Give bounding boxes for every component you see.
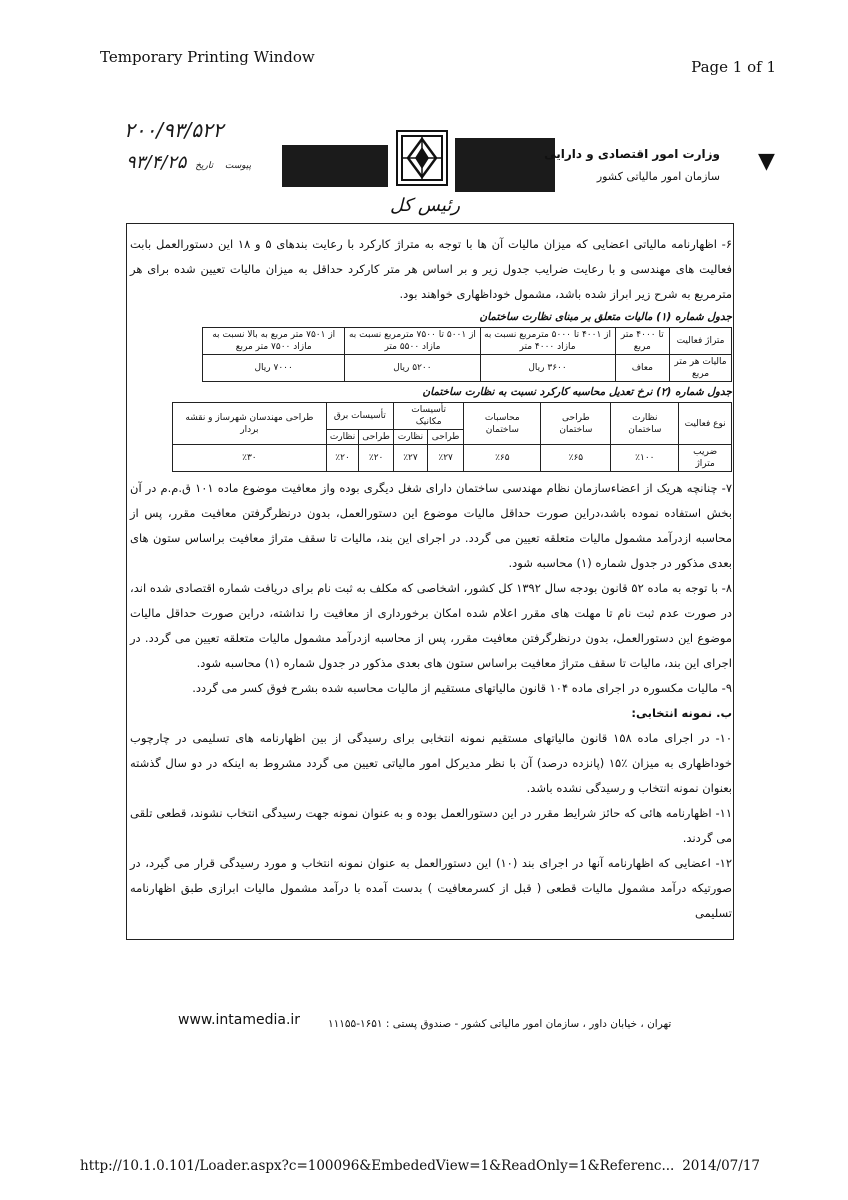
window-title: Temporary Printing Window <box>100 48 315 66</box>
paragraph-12: ۱۲- اعضایی که اظهارنامه آنها در اجرای بند (۱۰) این دستورالعمل به عنوان نمونه انتخاب و مورد رسیدگی قرار می گیرد، در صورتیکه درآمد مشمول مالیات قطعی ( قبل از کسرمعافیت ) بدست آمده با درآمد مشمول مالیات ابرازی طبق اظهارنامه تسلیمی <box>130 856 732 920</box>
table1-caption: جدول شماره (۱) مالیات متعلق بر مبنای نظارت ساختمان <box>479 311 732 323</box>
footer-date: 2014/07/17 <box>682 1158 760 1174</box>
paragraph-10: ۱۰- در اجرای ماده ۱۵۸ قانون مالیاتهای مستقیم نمونه انتخابی برای رسیدگی از بین اظهارنامه های تسلیمی در چارچوب خوداظهاری به میزان ٪۱۵ (پانزده درصد) آن با نظر مدیرکل امور مالیاتی تعیین می گردد مشروط به اینکه در دو سال گذشته بعنوان نمونه انتخاب و رسیدگی نشده باشد. <box>130 731 732 795</box>
table-cell: معاف <box>615 355 669 382</box>
table-2 <box>172 402 732 472</box>
attach-label: پیوست <box>224 161 252 171</box>
page-indicator: Page 1 of 1 <box>691 58 776 76</box>
paragraph-9: ۹- مالیات مکسوره در اجرای ماده ۱۰۴ قانون مالیاتهای مستقیم از مالیات محاسبه شده بشرح فوق کسر می گردد. <box>192 681 732 695</box>
table-cell: طراحی مهندسان شهرساز و نقشه بردار <box>173 403 327 445</box>
handwritten-date <box>126 152 254 173</box>
table-cell: ٪۶۵ <box>541 445 611 472</box>
table-cell: ۳۶۰۰ ریال <box>480 355 615 382</box>
table-cell: ضریب متراژ <box>679 445 732 472</box>
footer-address: تهران ، خیابان داور ، سازمان امور مالیاتی کشور - صندوق پستی : ۱۶۵۱-۱۱۱۵۵ <box>328 1018 672 1030</box>
table-cell: مالیات هر متر مربع <box>670 355 732 382</box>
caption: رئیس کل <box>390 195 461 216</box>
document-body <box>130 232 732 926</box>
table-cell: تأسیسات مکانیک <box>393 403 463 430</box>
table-cell: ٪۲۷ <box>427 445 463 472</box>
section-b-heading: ب. نمونه انتخابی: <box>631 706 732 720</box>
table-row <box>173 445 732 472</box>
table-cell: از ۴۰۰۱ تا ۵۰۰۰ مترمربع نسبت به مازاد ۴۰۰۰ متر <box>480 328 615 355</box>
table-cell: متراژ فعالیت <box>670 328 732 355</box>
letterhead-band-right <box>455 138 555 192</box>
table-cell: طراحی <box>427 430 463 445</box>
table-row <box>203 355 732 382</box>
table-cell: نظارت <box>326 430 358 445</box>
table-cell: تأسیسات برق <box>326 403 393 430</box>
date-label: تاریخ <box>195 161 214 171</box>
ministry-name: وزارت امور اقتصادی و دارایی <box>544 147 720 161</box>
footer-website: www.intamedia.ir <box>178 1012 301 1028</box>
table-row <box>173 403 732 430</box>
organization-name: سازمان امور مالیاتی کشور <box>596 170 720 183</box>
paragraph-8: ۸- با توجه به ماده ۵۲ قانون بودجه سال ۱۳۹۲ کل کشور، اشخاصی که مکلف به ثبت نام برای دریافت شماره اقتصادی شده اند، در صورت عدم ثبت نام تا مهلت های مقرر اعلام شده امکان برخورداری از معافیت را نداشته، دراین صورت حداقل مالیات موضوع این دستورالعمل، بدون درنظرگرفتن معافیت مقرر، پس از محاسبه ازدرآمد مشمول مالیات متعلقه تعیین می گردد. در اجرای این بند، مالیات تا سقف متراژ معافیت براساس ستون های بعدی مذکور در جدول شماره (۱) محاسبه شود. <box>130 581 732 670</box>
table-cell: ٪۲۰ <box>326 445 358 472</box>
table-cell: ۵۲۰۰ ریال <box>345 355 480 382</box>
table-cell: ٪۲۰ <box>359 445 394 472</box>
table-cell: از ۵۰۰۱ تا ۷۵۰۰ مترمربع نسبت به مازاد ۵۵۰۰ متر <box>345 328 480 355</box>
footer-url: http://10.1.0.101/Loader.aspx?c=100096&EmbededView=1&ReadOnly=1&Referenc... <box>80 1158 675 1174</box>
table-cell: نظارت ساختمان <box>611 403 679 445</box>
handwritten-number: ۲۰۰/۹۳/۵۲۲ <box>124 118 224 142</box>
table-cell: طراحی <box>359 430 394 445</box>
paragraph-6: ۶- اظهارنامه مالیاتی اعضایی که میزان مالیات آن ها با توجه به متراژ کارکرد با رعایت بندهای ۵ و ۱۸ این دستورالعمل بابت فعالیت های مهندسی و با رعایت ضرایب جدول زیر و بر اساس هر متر کارکرد حداقل به میزان مالیات تعیین شده برای هر مترمربع به شرح زیر ابراز شده باشد، مشمول خوداظهاری خواهند بود. <box>130 237 732 301</box>
table-cell: از ۷۵۰۱ متر مربع به بالا نسبت به مازاد ۷۵۰۰ متر مربع <box>203 328 345 355</box>
corner-mark-icon: ▼ <box>758 148 775 174</box>
table-row <box>203 328 732 355</box>
table-cell: ٪۳۰ <box>173 445 327 472</box>
table-cell: محاسبات ساختمان <box>464 403 541 445</box>
table-cell: ۷۰۰۰ ریال <box>203 355 345 382</box>
paragraph-11: ۱۱- اظهارنامه هائی که حائز شرایط مقرر در این دستورالعمل بوده و به عنوان نمونه جهت رسیدگی انتخاب نشوند، قطعی تلقی می گردند. <box>130 806 732 845</box>
table-cell: نوع فعالیت <box>679 403 732 445</box>
table-cell: ٪۲۷ <box>393 445 427 472</box>
table-cell: تا ۴۰۰۰ متر مربع <box>615 328 669 355</box>
table-cell: نظارت <box>393 430 427 445</box>
table-cell: ٪۱۰۰ <box>611 445 679 472</box>
date-value: ۹۳/۴/۲۵ <box>126 152 187 173</box>
table-1 <box>202 327 732 382</box>
letterhead-band-left <box>282 145 388 187</box>
paragraph-7: ۷- چنانچه هریک از اعضاءسازمان نظام مهندسی ساختمان دارای شغل دیگری بوده واز معافیت موضوع ماده ۱۰۱ ق.م.م در آن بخش استفاده نموده باشد،دراین صورت حداقل مالیات موضوع این دستورالعمل، بدون درنظرگرفتن معافیت مقرر، پس از محاسبه ازدرآمد مشمول مالیات متعلقه تعیین می گردد. در اجرای این بند، مالیات تا سقف متراژ معافیت براساس ستون های بعدی مذکور در جدول شماره (۱) محاسبه شود. <box>130 481 732 570</box>
emblem-icon <box>396 130 448 186</box>
table2-caption: جدول شماره (۲) نرخ تعدیل محاسبه کارکرد نسبت به نظارت ساختمان <box>422 386 732 398</box>
table-cell: ٪۶۵ <box>464 445 541 472</box>
table-cell: طراحی ساختمان <box>541 403 611 445</box>
